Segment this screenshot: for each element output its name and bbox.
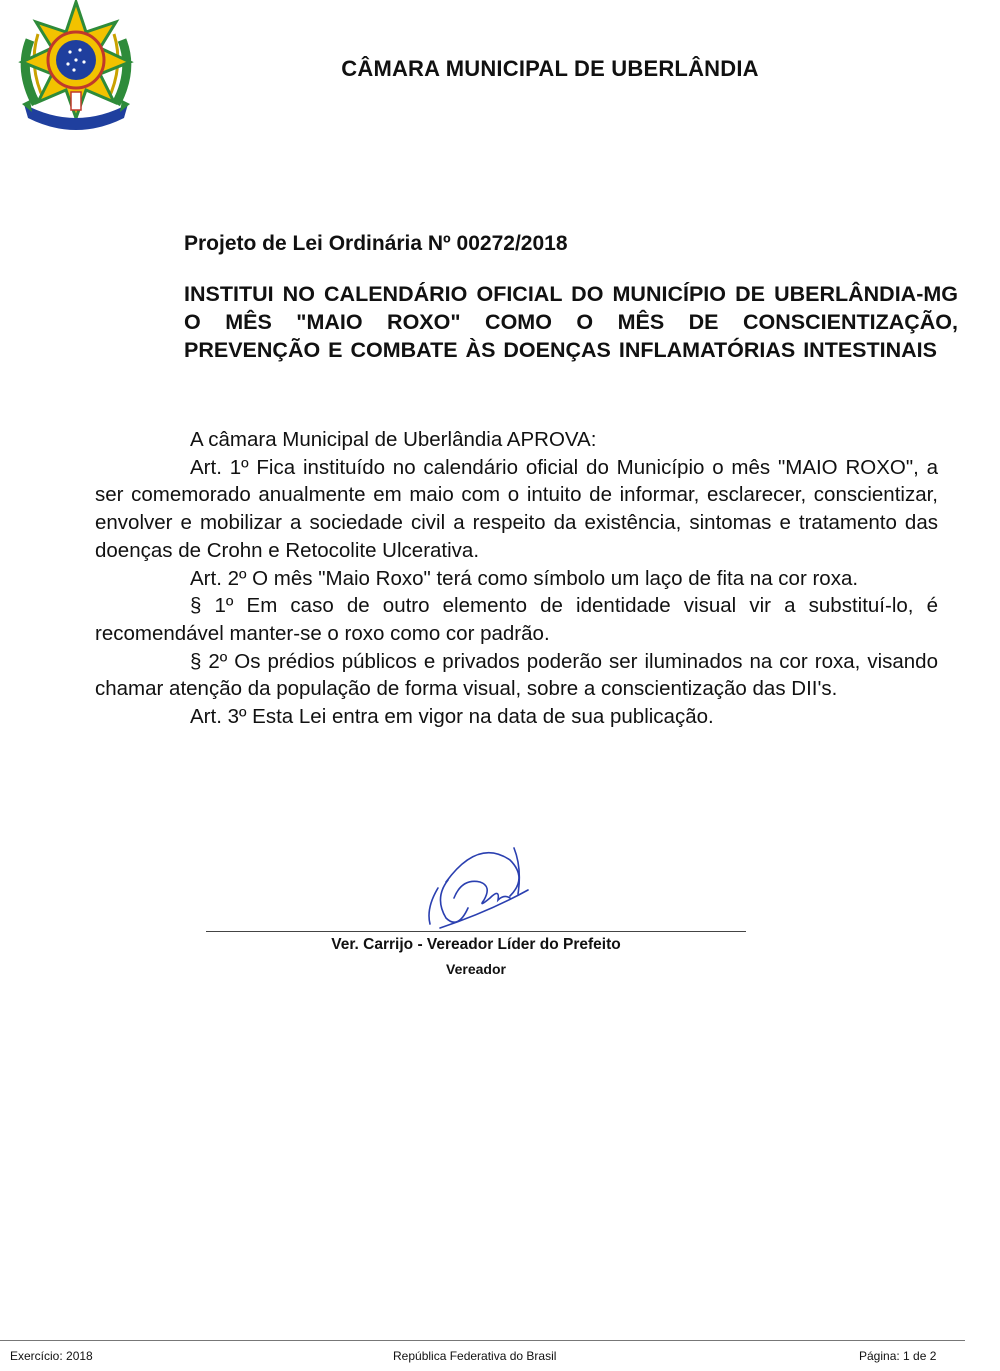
article-1: Art. 1º Fica instituído no calendário oficial do Município o mês "MAIO ROXO", a ser comemorado anualmente em maio com o intuito de informar, esclarecer, conscientizar, envolver e mobilizar a sociedade civil a respeito da existência, sintomas e tratamento das doenças de Crohn e Retocolite Ulcerativa. — [95, 455, 938, 562]
article-2-paragraph-2: § 2º Os prédios públicos e privados poderão ser iluminados na cor roxa, visando chamar atenção da população de forma visual, sobre a conscientização das DII's. — [95, 649, 938, 701]
article-3: Art. 3º Esta Lei entra em vigor na data de sua publicação. — [190, 705, 714, 729]
brazil-coat-of-arms-icon — [10, 0, 142, 132]
signer-name: Ver. Carrijo - Vereador Líder do Prefeito — [331, 936, 621, 953]
footer-exercise-year: Exercício: 2018 — [10, 1349, 93, 1363]
article-2-paragraph-1: § 1º Em caso de outro elemento de identidade visual vir a substituí-lo, é recomendável manter-se o roxo como cor padrão. — [95, 594, 938, 645]
footer-divider — [0, 1340, 965, 1341]
signer-role: Vereador — [446, 961, 506, 977]
footer-country: República Federativa do Brasil — [393, 1349, 557, 1363]
bill-body — [95, 426, 938, 731]
bill-number: Projeto de Lei Ordinária Nº 00272/2018 — [184, 232, 568, 255]
signature-line — [206, 931, 746, 932]
handwritten-signature — [418, 838, 538, 938]
article-2: Art. 2º O mês "Maio Roxo" terá como símbolo um laço de fita na cor roxa. — [190, 566, 859, 590]
sword-hilt — [71, 92, 81, 110]
approval-statement: A câmara Municipal de Uberlândia APROVA: — [190, 428, 597, 451]
chamber-name: CÂMARA MUNICIPAL DE UBERLÂNDIA — [341, 56, 759, 81]
bill-title: INSTITUI NO CALENDÁRIO OFICIAL DO MUNICÍPIO DE UBERLÂNDIA-MG O MÊS "MAIO ROXO" COMO O MÊS DE CONSCIENTIZAÇÃO, PREVENÇÃO E COMBATE ÀS DOENÇAS INFLAMATÓRIAS INTESTINAIS — [184, 282, 958, 362]
footer-page-number: Página: 1 de 2 — [859, 1349, 937, 1363]
